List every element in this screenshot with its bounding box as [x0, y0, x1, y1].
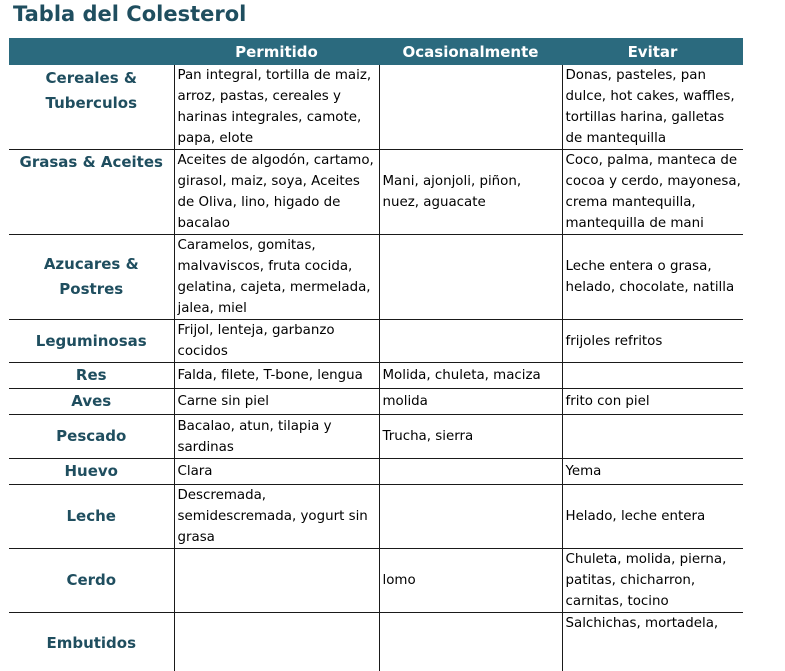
- row-category: Cereales & Tuberculos: [9, 65, 174, 150]
- cell-permitido: [174, 613, 379, 671]
- cell-evitar: Yema: [562, 459, 743, 485]
- cell-evitar: Leche entera o grasa, helado, chocolate, natilla: [562, 235, 743, 320]
- row-category: Pescado: [9, 415, 174, 459]
- cell-ocasionalmente: [379, 320, 562, 363]
- header-category: [9, 38, 174, 65]
- header-evitar: Evitar: [562, 38, 743, 65]
- cell-ocasionalmente: [379, 613, 562, 671]
- cell-ocasionalmente: molida: [379, 389, 562, 415]
- table-row: [9, 363, 743, 389]
- cell-permitido: Pan integral, tortilla de maiz, arroz, pastas, cereales y harinas integrales, camote, papa, elote: [174, 65, 379, 150]
- cell-permitido: Clara: [174, 459, 379, 485]
- cell-ocasionalmente: [379, 485, 562, 549]
- table-row: [9, 150, 743, 235]
- cell-permitido: Carne sin piel: [174, 389, 379, 415]
- cell-evitar: frijoles refritos: [562, 320, 743, 363]
- cell-ocasionalmente: [379, 65, 562, 150]
- cell-ocasionalmente: Trucha, sierra: [379, 415, 562, 459]
- cell-evitar: [562, 415, 743, 459]
- header-ocasionalmente: Ocasionalmente: [379, 38, 562, 65]
- row-category: Leguminosas: [9, 320, 174, 363]
- cell-permitido: Aceites de algodón, cartamo, girasol, maiz, soya, Aceites de Oliva, lino, higado de bacalao: [174, 150, 379, 235]
- row-category: Huevo: [9, 459, 174, 485]
- table-row: [9, 389, 743, 415]
- cell-evitar: Salchichas, mortadela,: [562, 613, 743, 671]
- row-category: Embutidos: [9, 613, 174, 671]
- cell-permitido: [174, 549, 379, 613]
- cell-ocasionalmente: Molida, chuleta, maciza: [379, 363, 562, 389]
- cholesterol-table: [9, 38, 743, 671]
- cell-permitido: Descremada, semidescremada, yogurt sin grasa: [174, 485, 379, 549]
- table-row: [9, 235, 743, 320]
- cell-ocasionalmente: [379, 235, 562, 320]
- cell-evitar: frito con piel: [562, 389, 743, 415]
- row-category: Aves: [9, 389, 174, 415]
- cell-evitar: Donas, pasteles, pan dulce, hot cakes, waffles, tortillas harina, galletas de mantequilla: [562, 65, 743, 150]
- cell-permitido: Frijol, lenteja, garbanzo cocidos: [174, 320, 379, 363]
- cell-permitido: Falda, filete, T-bone, lengua: [174, 363, 379, 389]
- row-category: Cerdo: [9, 549, 174, 613]
- table-row: [9, 485, 743, 549]
- header-permitido: Permitido: [174, 38, 379, 65]
- table-row: [9, 459, 743, 485]
- cell-ocasionalmente: lomo: [379, 549, 562, 613]
- page-title: Tabla del Colesterol: [13, 2, 246, 26]
- table-row: [9, 613, 743, 671]
- cell-ocasionalmente: [379, 459, 562, 485]
- cell-permitido: Caramelos, gomitas, malvaviscos, fruta cocida, gelatina, cajeta, mermelada, jalea, miel: [174, 235, 379, 320]
- table-row: [9, 320, 743, 363]
- table-row: [9, 549, 743, 613]
- table-header: [9, 38, 743, 65]
- cell-evitar: Helado, leche entera: [562, 485, 743, 549]
- cell-ocasionalmente: Mani, ajonjoli, piñon, nuez, aguacate: [379, 150, 562, 235]
- table-row: [9, 415, 743, 459]
- cell-evitar: Coco, palma, manteca de cocoa y cerdo, mayonesa, crema mantequilla, mantequilla de mani: [562, 150, 743, 235]
- cell-evitar: [562, 363, 743, 389]
- row-category: Res: [9, 363, 174, 389]
- row-category: Azucares & Postres: [9, 235, 174, 320]
- cell-evitar: Chuleta, molida, pierna, patitas, chicharron, carnitas, tocino: [562, 549, 743, 613]
- row-category: Leche: [9, 485, 174, 549]
- row-category: Grasas & Aceites: [9, 150, 174, 235]
- table-row: [9, 65, 743, 150]
- cell-permitido: Bacalao, atun, tilapia y sardinas: [174, 415, 379, 459]
